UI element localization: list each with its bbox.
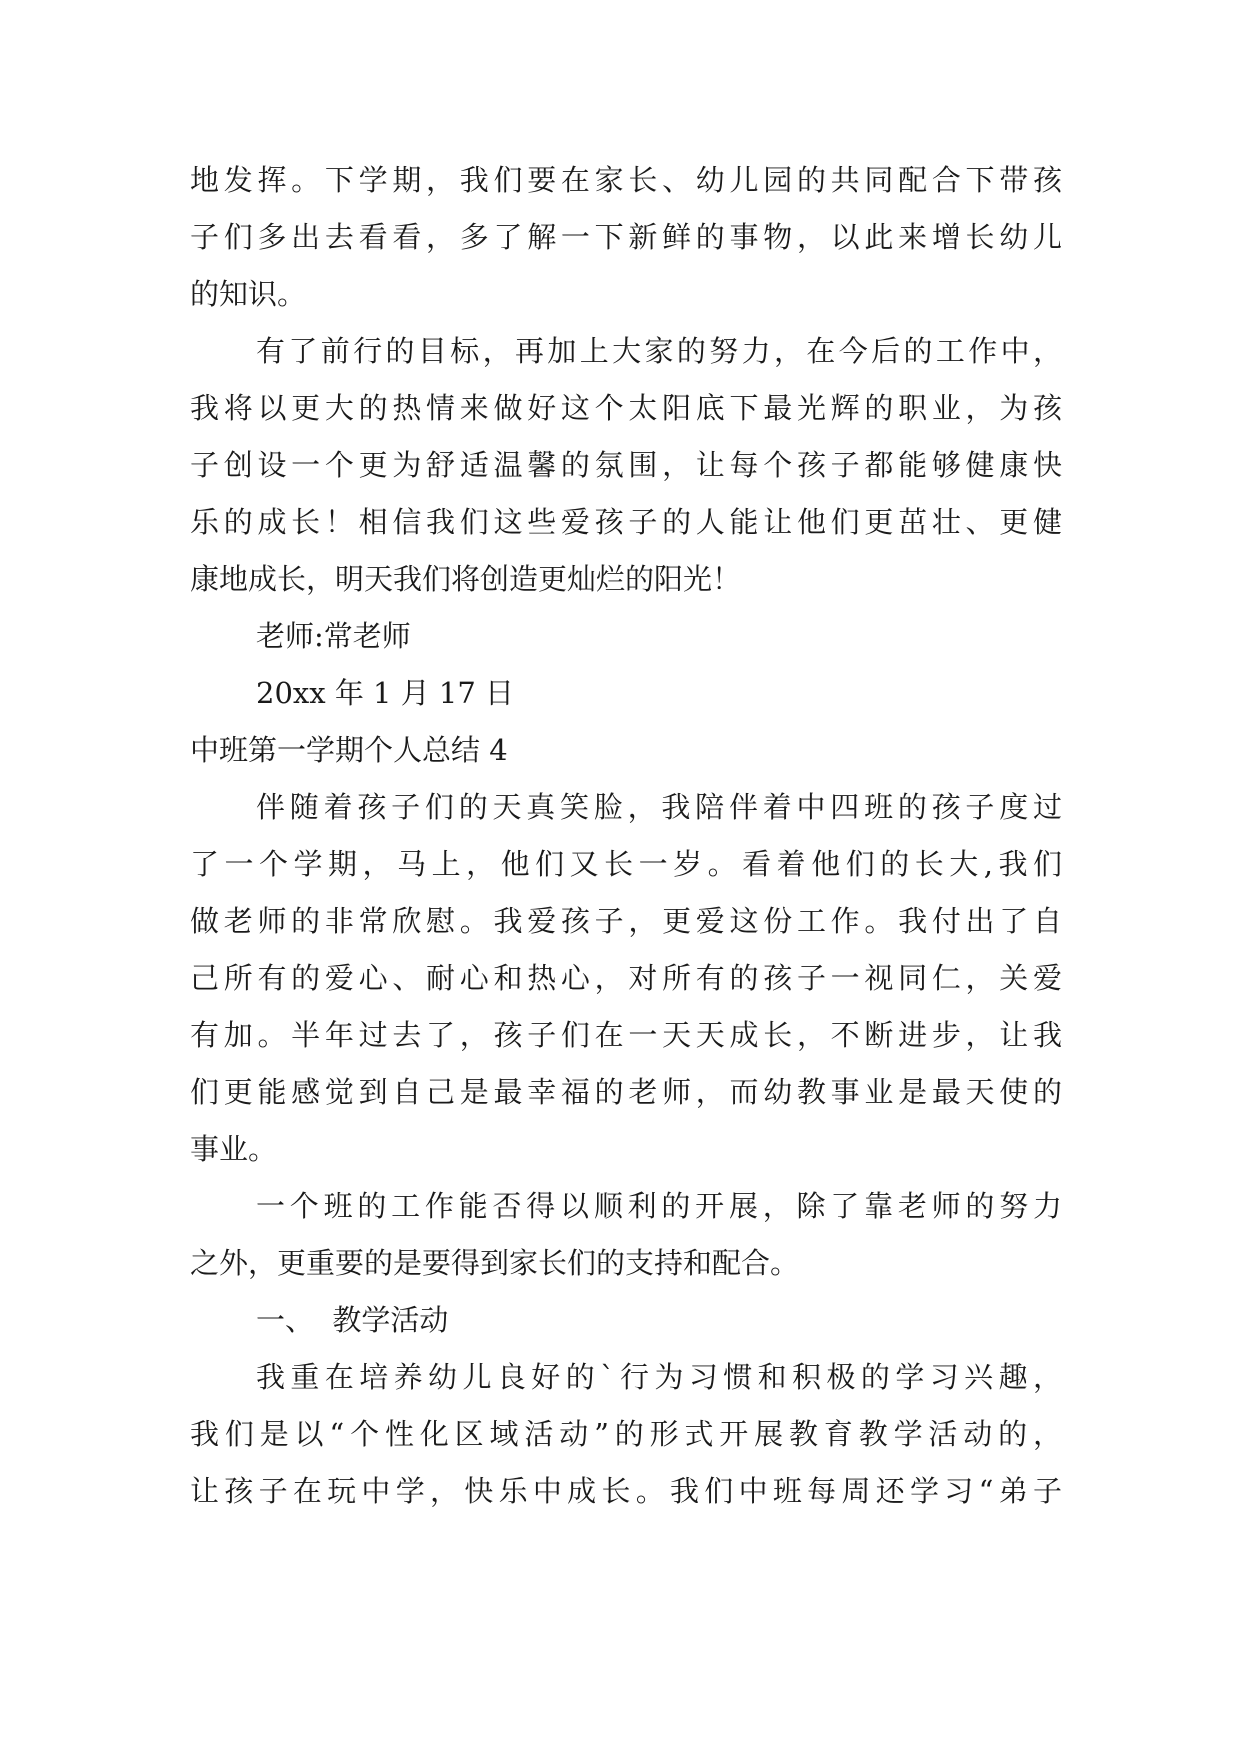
- text-line: 让孩子在玩中学，快乐中成长。我们中班每周还学习“弟子: [190, 1474, 1062, 1508]
- text-line: 们更能感觉到自己是最幸福的老师，而幼教事业是最天使的: [190, 1075, 1062, 1109]
- text-line: 20xx 年 1 月 17 日: [256, 676, 515, 710]
- text-line: 乐的成长！相信我们这些爱孩子的人能让他们更茁壮、更健: [190, 505, 1062, 539]
- text-line: 之外，更重要的是要得到家长们的支持和配合。: [190, 1246, 800, 1280]
- text-line: 伴随着孩子们的天真笑脸，我陪伴着中四班的孩子度过: [256, 790, 1062, 824]
- text-line: 康地成长，明天我们将创造更灿烂的阳光！: [190, 562, 742, 596]
- text-line: 己所有的爱心、耐心和热心，对所有的孩子一视同仁，关爱: [190, 961, 1062, 995]
- text-line: 我重在培养幼儿良好的`行为习惯和积极的学习兴趣，: [256, 1360, 1062, 1394]
- text-line: 有加。半年过去了，孩子们在一天天成长，不断进步，让我: [190, 1018, 1062, 1052]
- text-line: 了一个学期，马上，他们又长一岁。看着他们的长大,我们: [190, 847, 1062, 881]
- text-line: 有了前行的目标，再加上大家的努力，在今后的工作中，: [256, 334, 1062, 368]
- text-line: 我们是以“个性化区域活动”的形式开展教育教学活动的，: [190, 1417, 1062, 1451]
- text-line: 做老师的非常欣慰。我爱孩子，更爱这份工作。我付出了自: [190, 904, 1062, 938]
- text-line: 一个班的工作能否得以顺利的开展，除了靠老师的努力: [256, 1189, 1062, 1223]
- text-line: 老师:常老师: [256, 619, 411, 653]
- text-line: 中班第一学期个人总结 4: [190, 733, 508, 767]
- text-line: 的知识。: [190, 277, 307, 311]
- text-line: 地发挥。下学期，我们要在家长、幼儿园的共同配合下带孩: [190, 163, 1062, 197]
- text-line: 我将以更大的热情来做好这个太阳底下最光辉的职业，为孩: [190, 391, 1062, 425]
- text-line: 事业。: [190, 1132, 278, 1166]
- document-body: [190, 152, 1062, 1520]
- text-line: 一、 教学活动: [256, 1303, 449, 1337]
- text-line: 子们多出去看看，多了解一下新鲜的事物，以此来增长幼儿: [190, 220, 1062, 254]
- text-line: 子创设一个更为舒适温馨的氛围，让每个孩子都能够健康快: [190, 448, 1062, 482]
